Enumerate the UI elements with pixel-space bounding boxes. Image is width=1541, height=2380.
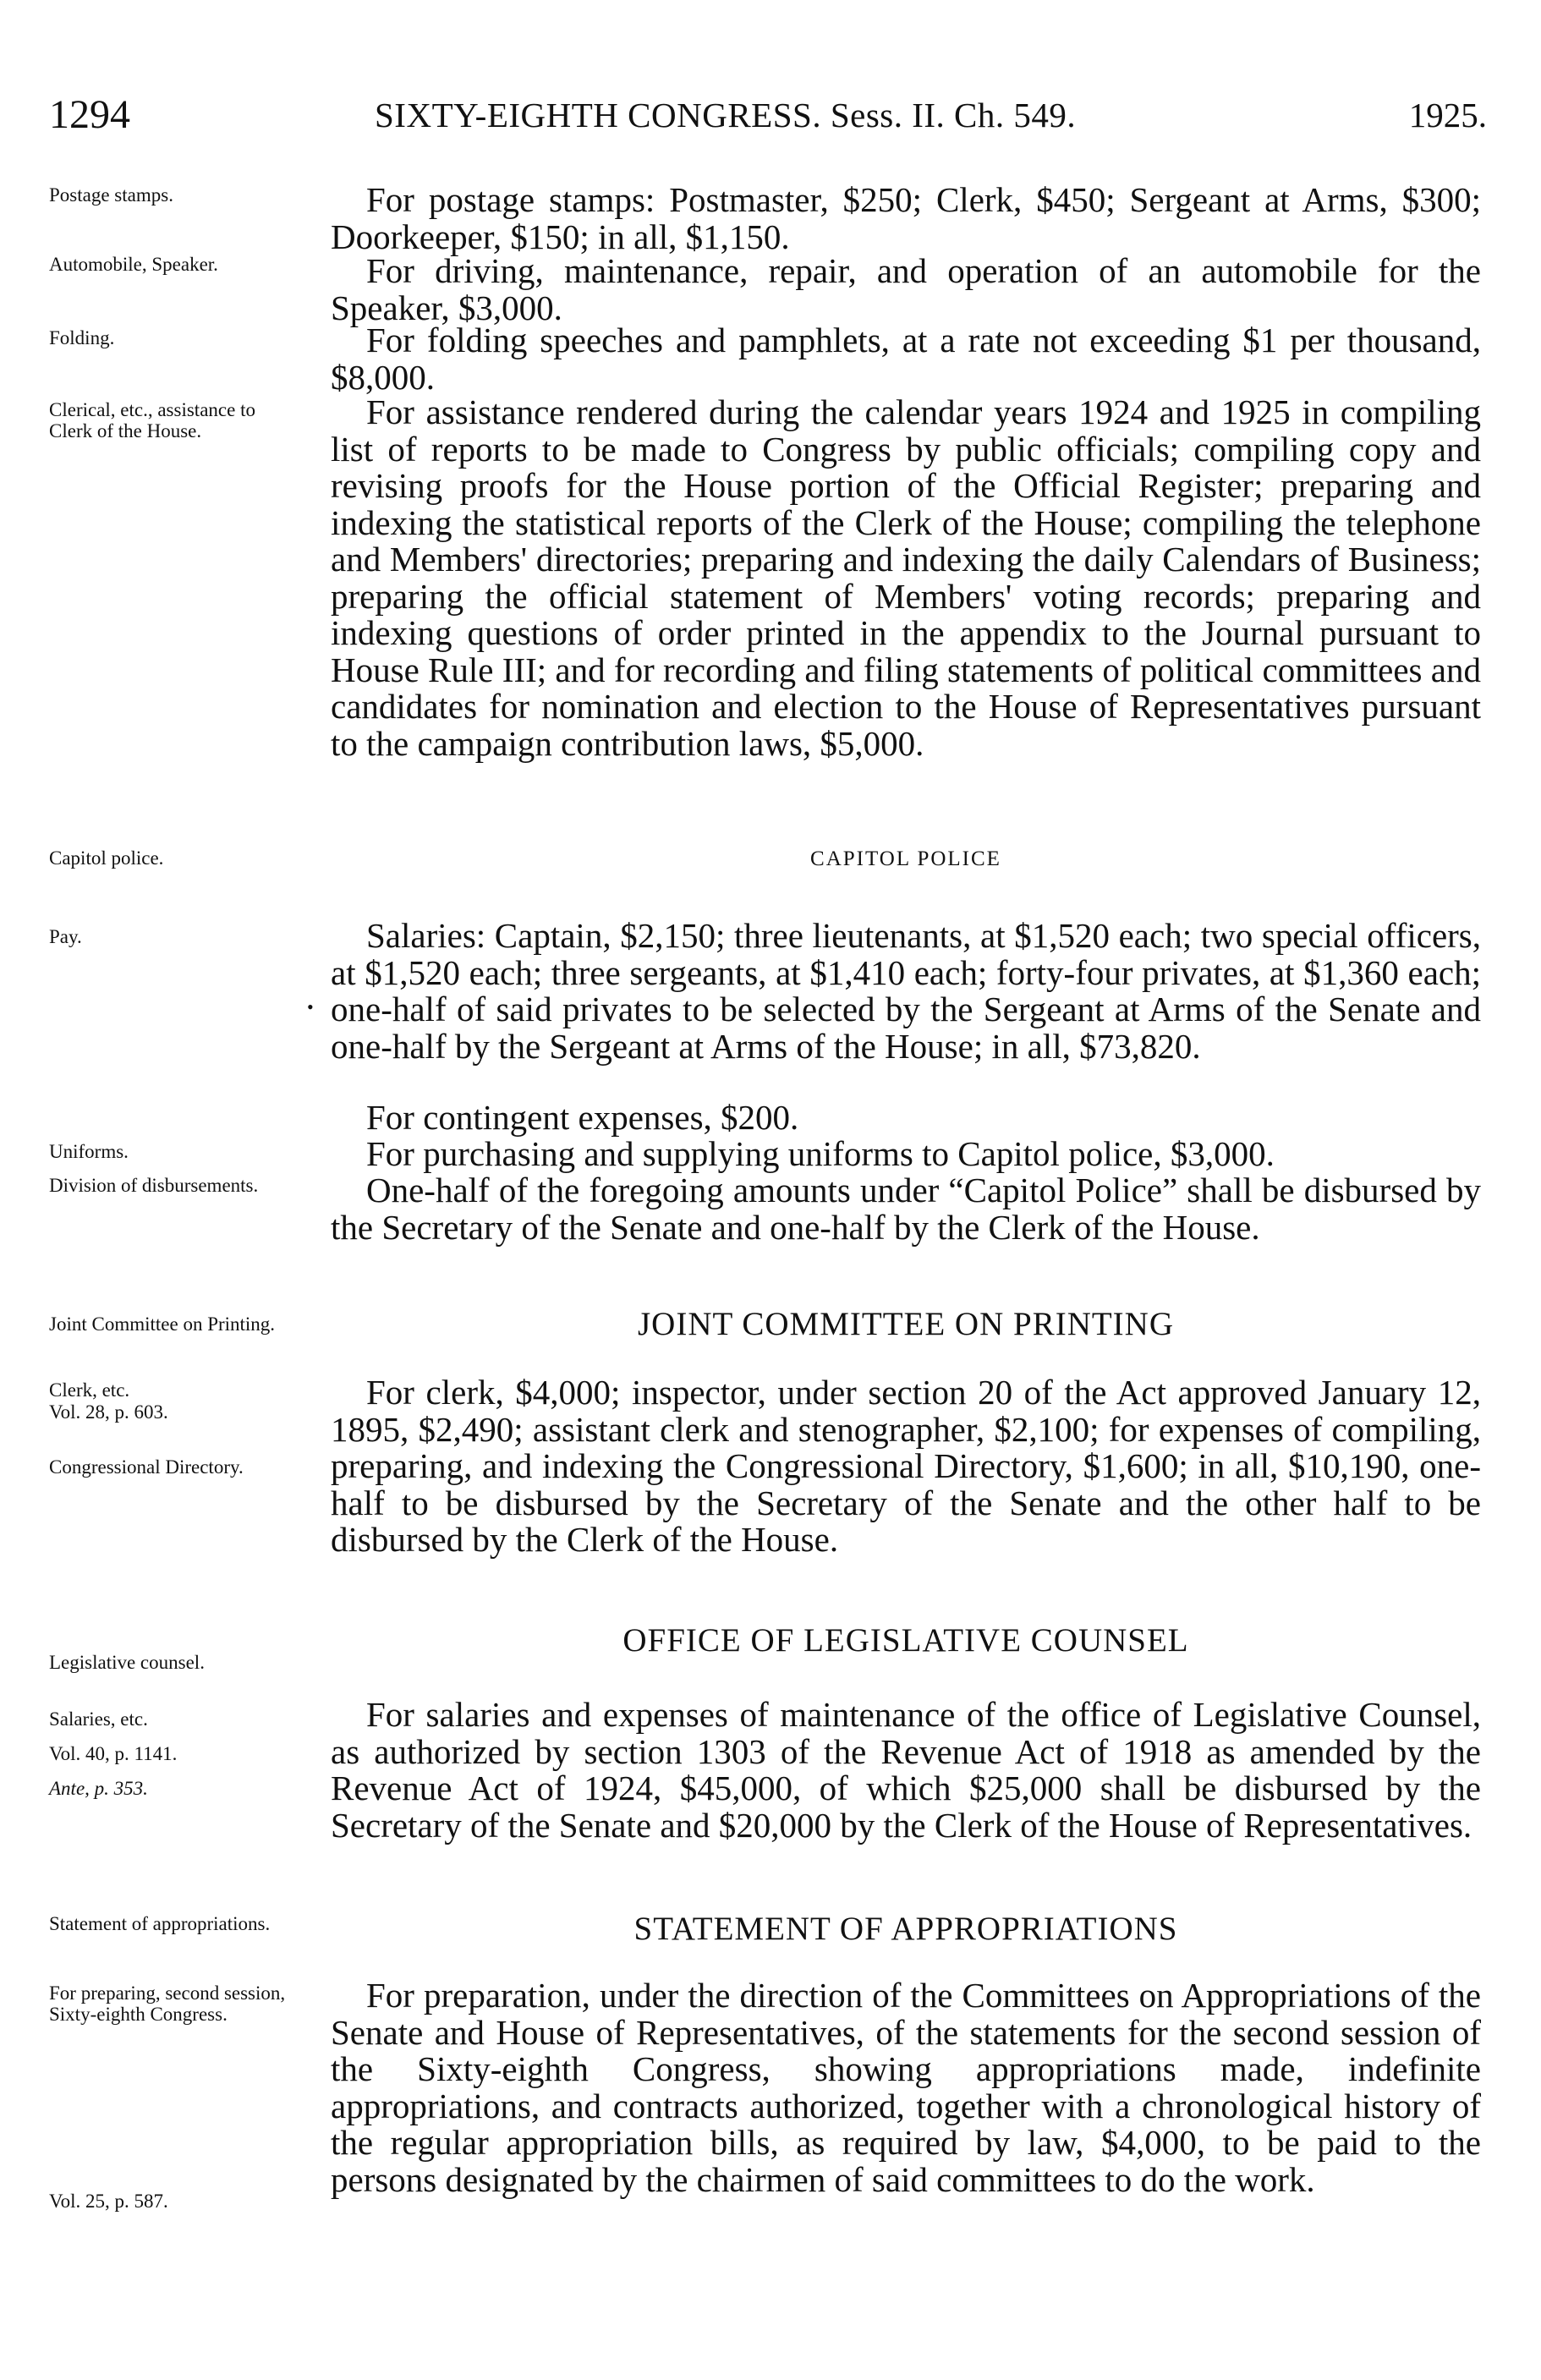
paragraph-contingent: For contingent expenses, $200.	[366, 1098, 799, 1137]
heading-legislative-counsel: OFFICE OF LEGISLATIVE COUNSEL	[622, 1622, 1189, 1659]
margin-note-postage: Postage stamps.	[49, 184, 173, 206]
margin-note-legislative-counsel: Legislative counsel.	[49, 1652, 205, 1673]
running-header	[49, 91, 1487, 142]
margin-note-for-preparing: For preparing, second session, Sixty-eighth Congress.	[49, 1982, 286, 2025]
paragraph-postage: For postage stamps: Postmaster, $250; Clerk, $450; Sergeant at Arms, $300; Doorkeeper, $150; in all, $1,150.	[331, 180, 1481, 256]
paragraph-counsel: For salaries and expenses of maintenance of the office of Legislative Counsel, as authorized by section 1303 of the Revenue Act of 1918 as amended by the Revenue Act of 1924, $45,000, of which $25,000 shall be disbursed by the Secretary of the Senate and $20,000 by the Clerk of the House of Representatives.	[331, 1695, 1481, 1845]
paragraph-clerical: For assistance rendered during the calendar years 1924 and 1925 in compiling list of reports to be made to Congress by public officials; compiling copy and revising proofs for the House portion of the Official Register; preparing and indexing the statistical reports of the Clerk of the House; compiling the telephone and Members' directories; preparing and indexing the daily Calendars of Business; preparing the official statement of Members' voting records; preparing and indexing questions of order printed in the appendix to the Journal pursuant to House Rule III; and for recording and filing statements of political committees and candidates for nomination and election to the House of Representatives pursuant to the campaign contribution laws, $5,000.	[331, 392, 1481, 763]
running-title: SIXTY-EIGHTH CONGRESS. Sess. II. Ch. 549.	[375, 96, 1077, 134]
paragraph-division: One-half of the foregoing amounts under “Capitol Police” shall be disbursed by the Secretary of the Senate and one-half by the Clerk of the House.	[331, 1171, 1481, 1247]
margin-note-clerk-etc: Clerk, etc.	[49, 1379, 130, 1401]
margin-note-automobile: Automobile, Speaker.	[49, 254, 218, 275]
margin-note-statement: Statement of appropriations.	[49, 1913, 271, 1934]
margin-note-folding: Folding.	[49, 327, 115, 348]
header-year: 1925.	[1408, 96, 1487, 134]
heading-joint-committee: JOINT COMMITTEE ON PRINTING	[638, 1306, 1174, 1342]
margin-note-uniforms: Uniforms.	[49, 1141, 129, 1162]
paragraph-statement: For preparation, under the direction of the Committees on Appropriations of the Senate and House of Representatives, of the statements for the second session of the Sixty-eighth Congress, showing appropriations made, indefinite appropriations, and contracts authorized, together with a chronological history of the regular appropriation bills, as required by law, $4,000, to be paid to the persons designated by the chairmen of said committees to do the work.	[331, 1976, 1481, 2199]
paragraph-automobile: For driving, maintenance, repair, and operation of an automobile for the Speaker, $3,000.	[331, 251, 1481, 327]
margin-note-ante: Ante, p. 353.	[49, 1778, 148, 1799]
paragraph-printing: For clerk, $4,000; inspector, under section 20 of the Act approved January 12, 1895, $2,490; assistant clerk and stenographer, $2,100; for expenses of compiling, preparing, and indexing the Congressional Directory, $1,600; in all, $10,190, one-half to be disbursed by the Secretary of the Senate and the other half to be disbursed by the Clerk of the House.	[331, 1373, 1481, 1559]
heading-capitol-police: CAPITOL POLICE	[810, 847, 1001, 870]
stray-dot: •	[307, 996, 314, 1017]
margin-note-congressional-directory: Congressional Directory.	[49, 1456, 244, 1478]
margin-note-vol28: Vol. 28, p. 603.	[49, 1401, 168, 1423]
paragraph-folding: For folding speeches and pamphlets, at a rate not exceeding $1 per thousand, $8,000.	[331, 321, 1481, 397]
paragraph-police-salaries: Salaries: Captain, $2,150; three lieutenants, at $1,520 each; two special officers, at $1,520 each; three sergeants, at $1,410 each; forty-four privates, at $1,360 each; one-half of said privates to be selected by the Sergeant at Arms of the Senate and one-half by the Sergeant at Arms of the House; in all, $73,820.	[331, 916, 1481, 1066]
margin-note-pay: Pay.	[49, 926, 82, 947]
page-number: 1294	[49, 92, 130, 137]
margin-note-vol40: Vol. 40, p. 1141.	[49, 1743, 178, 1764]
margin-note-division: Division of disbursements.	[49, 1175, 259, 1196]
heading-statement: STATEMENT OF APPROPRIATIONS	[633, 1911, 1178, 1947]
margin-note-capitol-police: Capitol police.	[49, 847, 164, 869]
margin-note-salaries: Salaries, etc.	[49, 1708, 148, 1730]
margin-note-joint-committee: Joint Committee on Printing.	[49, 1313, 276, 1335]
margin-note-clerical: Clerical, etc., assistance to Clerk of the House.	[49, 399, 255, 441]
paragraph-uniforms: For purchasing and supplying uniforms to Capitol police, $3,000.	[366, 1134, 1275, 1173]
margin-note-vol25: Vol. 25, p. 587.	[49, 2191, 168, 2212]
